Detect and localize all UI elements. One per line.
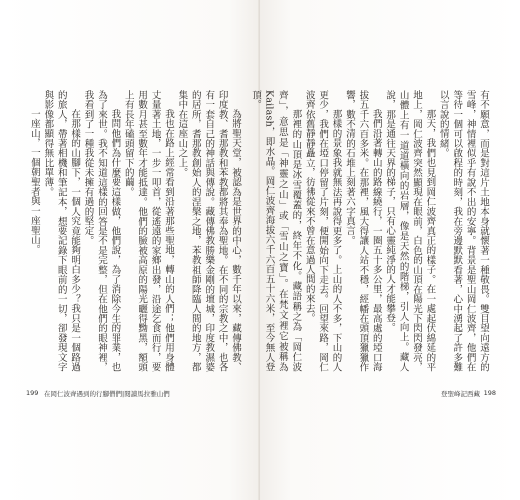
paragraph: 那樣的景象我就無法再說得更多了。上山的人不多，下山的人更少，我們在埡口停留了片刻，便開始向下走去。回望來路，岡仁波齊依舊靜靜矗立，彷彿從來不曾在意過人間的來去。 (303, 90, 342, 372)
paragraph: 一座山，一個朝聖者與一座聖山。 (28, 109, 40, 255)
left-page-body (30, 90, 242, 372)
page-number: 199 (26, 389, 39, 397)
paragraph: 那天，我們也見到岡仁波齊真正的樣子。在一處起伏綿延的平地上，岡仁波齊突然顯現在眼前，白色的山頂在陽光下閃閃發亮，山體上有一道道橫向的岩層，像是天然的階梯，引人向上。藏人說，那是通往天界的梯子，只有心靈純淨的人才能攀登。 (384, 90, 436, 372)
running-title: 登聖峰記西藏 (441, 390, 480, 398)
paragraph: 我們沿著轉山的路線繞行，一圈五十多公里，最高處的埡口海拔五千六百多米。在那裡，風大得讓人站不穩，經幡在頭頂獵獵作響，數不清的石堆上刻著六字真言。 (343, 90, 382, 372)
paragraph: 為將聖天堂，被認為是世界的中心，數千年以來，藏傳佛教、印度教、耆那教和苯教都將其奉為聖地。在不同的宗教之中，也各有一套自己的神話與傳說。藏傳佛教勝樂金剛的壇城，印度教濕婆的居所，耆那教創始人的涅槃之地，苯教祖師降臨人間的地方，都集中在這座山之上。 (176, 90, 241, 372)
paragraph: 我也在路上經常看到沿著那些聖地，轉山的人們；他們用身體丈量著土地，一步一叩首，從遙遠的家鄉出發，沿途乞食而行，要用數月甚至數年才能抵達。他們的臉被高原的陽光曬得黝黑，額頭上有長年磕頭留下的繭。 (122, 90, 174, 372)
running-title: 在岡仁波齊遇到的行腳僧們|閱讀馬拉雅山們 (44, 390, 170, 398)
paragraph: 有不願意，而是對這片土地本身就懷著一種敬畏。雙目望向遠方的雪峰，神情裡似乎有說不出的安寧。背景是聖山岡仁波齊，他們在等待一個可以啟程的時刻，我在旁邊默默看著，心中湧起了許多難以言說的情緒。 (437, 90, 489, 372)
paragraph: 在那樣的山腳下，一個人究竟能夠明白多少？我只是一個路過的旅人，帶著相機和筆記本，想要記錄下眼前的一切，卻發現文字與影像都顯得無比單薄。 (42, 90, 81, 372)
paragraph: 那裡的山頂是冰雪覆蓋的，終年不化。藏語稱之為「岡仁波齊」，意思是「神靈之山」或「雪山之寶」。在梵文裡它被稱為 Kailash，即水晶。岡仁波齊海拔六千六百五十六米，至今無人登頂。 (250, 90, 302, 372)
paragraph: 我問他們為什麼要這樣做，他們說，為了消除今生的罪業，也為了來世。我不知道這樣的回答是不是完整，但在他們的眼神裡，我看到了一種我從未擁有過的堅定。 (82, 90, 121, 372)
right-page-body (250, 90, 490, 372)
page-number: 198 (483, 389, 496, 397)
right-page (250, 0, 520, 500)
